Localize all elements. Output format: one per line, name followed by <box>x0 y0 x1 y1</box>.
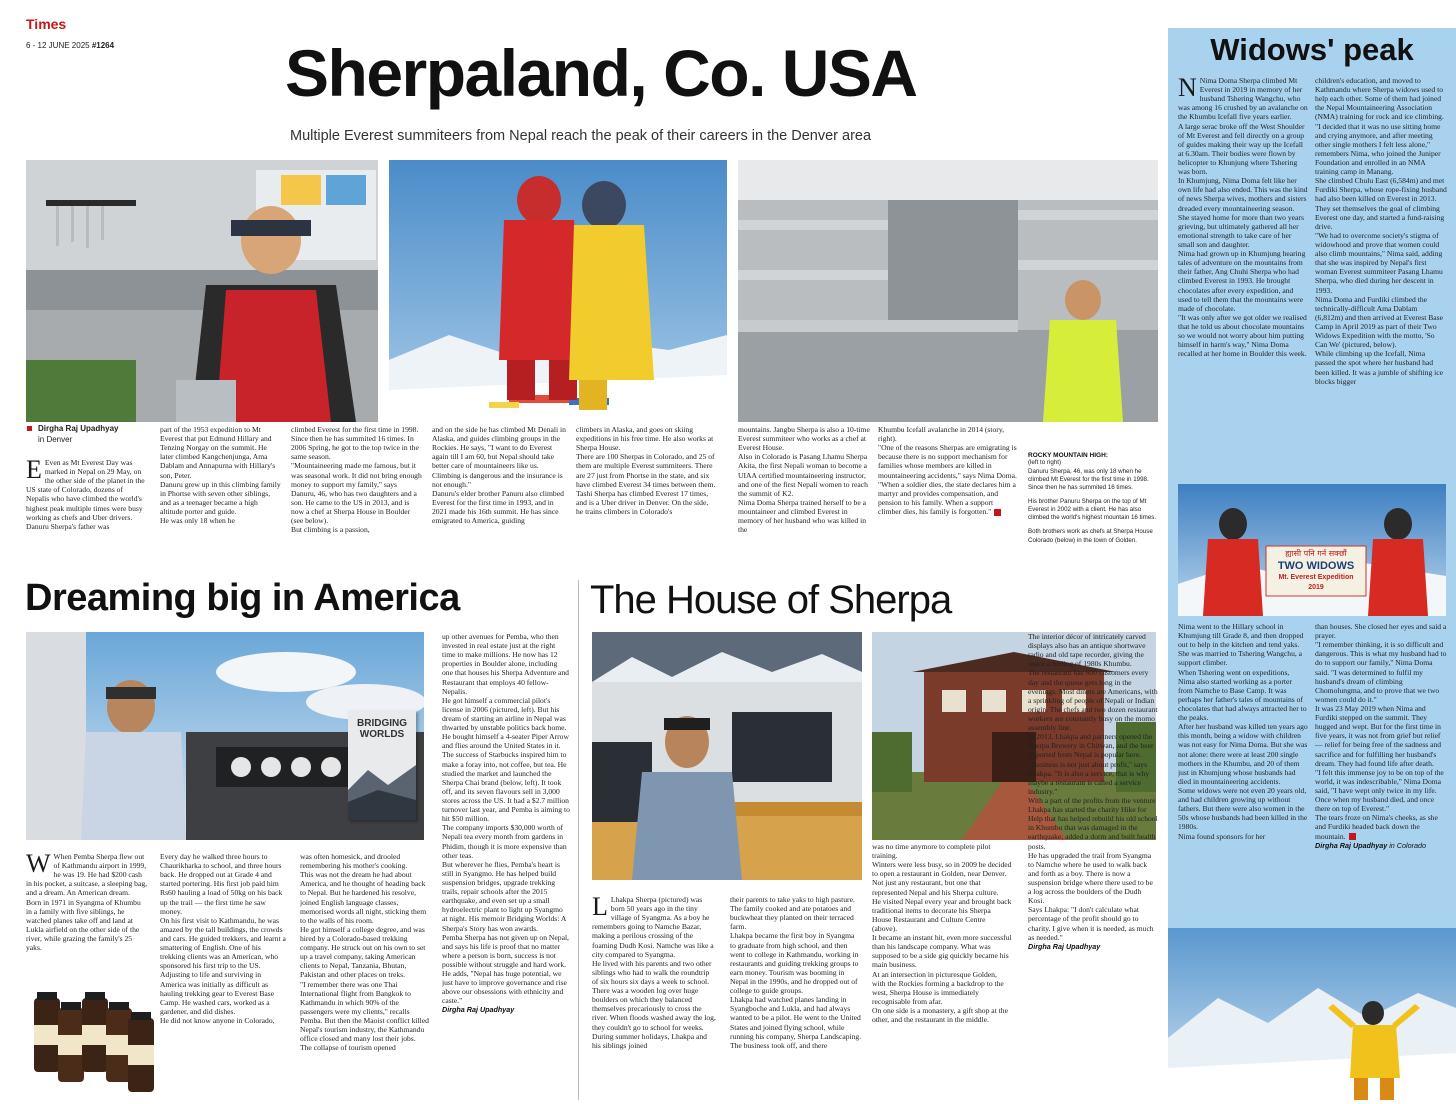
house-column-4 <box>1028 632 1158 1102</box>
issue-date-text: 6 - 12 JUNE 2025 <box>26 41 90 50</box>
photo-danuru-kitchen <box>26 160 378 422</box>
dreaming-column-1 <box>26 852 148 980</box>
end-mark <box>1349 833 1356 840</box>
house-signoff <box>1028 942 1158 952</box>
main-headline: Sherpaland, Co. USA <box>285 36 917 110</box>
main-column-3: climbed Everest for the first time in 1998. Since then he has summited 16 times. In 2006 Spring, he got to the top twice in the same season. "Mountaineering made me famous, but it was seasonal work. It did not bring enough money to support my family," says Danuru, 46, who has two daughters and a son. He came to the US in 2013, and is now a chef at Sherpa House in Boulder (see below). But climbing is a passion, <box>291 425 422 535</box>
times-logo: Times <box>26 16 67 32</box>
dreaming-signoff <box>442 1005 570 1015</box>
byline <box>27 423 137 445</box>
dropcap: N <box>1178 76 1197 102</box>
caption-line-2: Danuru Sherpa, 46, was only 18 when he climbed Mt Everest for the first time in 1998. Since then he has summited 16 times. <box>1028 468 1149 492</box>
dreaming-column-4 <box>442 632 570 1102</box>
caption-line-3: His brother Panuru Sherpa on the top of Mt Everest in 2002 with a client. He has also climbed the world's highest mountain 16 times. <box>1028 498 1157 522</box>
dreaming-signoff-text: Dirgha Raj Upadhyay <box>442 1005 515 1015</box>
main-column-5: climbers in Alaska, and goes on skiing expeditions in his free time. He also works at Sherpa House. There are 100 Sherpas in Colorado, and 25 of them are multiple Everest summiteers. There are 27 just from Phortse in the state, and six have climbed Everest 34 times between them. Tashi Sherpa has climbed Everest 17 times, and is a Uber driver in Denver. On the side, he trains climbers in Colorado's <box>576 425 716 516</box>
dropcap: W <box>26 852 51 878</box>
main-deck: Multiple Everest summiteers from Nepal reach the peak of their careers in the Denver area <box>290 128 872 144</box>
photo-nima-summit-snow <box>1168 928 1456 1104</box>
widows-column-1-text: Nima Doma Sherpa climbed Mt Everest in 2019 in memory of her husband Tshering Wangchu, who was among 16 crushed by an avalanche on the Khumbu Icefall five years earlier. A large serac broke off the West Shoulder of Mt Everest and fell directly on a group of guides making their way up the Icefall at 6.30am. Their bodies were flown by helicopter to Khunjung where Tshering was born. In Khumjung, Nima Doma felt like her own life had also ended. This was the kind of news Sherpa wives, mothers and sisters dreaded every mountaineering season. She stayed home for more than two years grieving, but ultimately gathered all her emotional strength to take care of her small son and daughter. Nima had grown up in Khumjung hearing tales of adventure on the mountains from their father, Ang Chuhi Sherpa who had climbed Everest in 1993. He brought chocolates after every expedition, and used to tell them that the mountains were made of chocolate. "It was only after we got older we realised that he told us about chocolate mountains so we would not worry about him putting himself in harm's way," Nima Doma recalled at her home in Boulder this week. <box>1178 76 1308 359</box>
main-column-7-text: Khumbu Icefall avalanche in 2014 (story, right). "One of the reasons Sherpas are emigrating is because there is no support mechanism for families whose members are killed in mountaineering accidents," says Nima Doma. "When a soldier dies, the state declares him a martyr and provides compensation, and pension to his family. When a support climber dies, his family is forgotten." <box>878 425 1017 516</box>
issue-date <box>26 41 114 50</box>
main-column-1-text: Even as Mt Everest Day was marked in Nepal on 29 May, on the other side of the planet in the US state of Colorado, dozens of Nepalis who have climbed the world's highest peak multiple times were busy working as chefs and Uber drivers. Danuru Sherpa's father was <box>26 458 145 531</box>
photo-caption <box>1028 452 1158 545</box>
widows-column-4-text: than houses. She closed her eyes and said a prayer. "I remember thinking, it is so difficult and dangerous. This is what my husband had to do to support our family," Nima Doma said. "I was determined to fulfil my husband's dream of climbing Chomolungma, and to prove that we two women could do it." It was 23 May 2019 when Nima and Furdiki stepped on the summit. They hugged and wept. But for the first time in five years, it was not from grief but relief — relief for being free of the sadness and sacrifice and for fulfilling her husband's dream. They had found life after death. "I felt this immense joy to be on top of the world, it was indescribable," Nima Doma said, "I have wept only twice in my life. Once when my husband died, and once there on top of Everest." The tears froze on Nima's cheeks, as she and Furdiki headed back down the mountain. <box>1315 622 1447 841</box>
widows-column-3: Nima went to the Hillary school in Khumjung till Grade 8, and then dropped out to help in the kitchen and tend yaks. She was married to Tshering Wangchu, a support climber. When Tshering went on expeditions, Nima also started working as a porter from Namche to Base Camp. It was perhaps her father's tales of mountains of chocolates that had always attracted her to the peaks. After her husband was killed ten years ago this month, being a widow with children was not easy for Nima Doma. But she was not alone: there were at least 200 single mothers in the Khumbu, and 20 of them just in Khumjung whose husbands had died in mountaineering accidents. Some widows were not even 20 years old, and had children growing up without fathers. But there were also women in the 50s whose husbands had been killed in the 1980s. Nima found sponsors for her <box>1178 622 1308 841</box>
caption-line-4: Both brothers work as chefs at Sherpa House Colorado (below) in the town of Golden. <box>1028 528 1153 544</box>
banner-line-3: Mt. Everest Expedition <box>1278 574 1354 581</box>
house-column-3: was no time anymore to complete pilot training. Winters were less busy, so in 2009 he decided to open a restaurant in Golden, near Denver. Not just any restaurant, but one that represented Nepal and his Sherpa culture. He visited Nepal every year and brought back traditional items to decorate his Sherpa House Restaurant and Culture Centre (above). It became an instant hit, even more successful than his landscape company. What was supposed to be a side gig quickly became his main business. At an intersection in picturesque Golden, with the Rockies forming a backdrop to the west, Sherpa House is immediately recognisable from afar. On one side is a monastery, a gift shop at the other, and the restaurant in the middle. <box>872 842 1012 1025</box>
photo-bridging-worlds-book <box>348 710 416 820</box>
issue-number: #1264 <box>91 41 115 50</box>
book-title: BRIDGING WORLDS <box>357 718 407 740</box>
banner-line-2: TWO WIDOWS <box>1277 560 1355 572</box>
photo-sherpa-chai-bottles <box>28 980 158 1096</box>
dreaming-column-1-text: When Pemba Sherpa flew out of Kathmandu airport in 1999, he was 19. He had $200 cash in his pocket, a suitcase, a sleeping bag, and a dream. An American dream. Born in 1971 in Syangma of Khumbu in a family with five siblings, he watched planes take off and land at Lukla airfield on the other side of the river, while grazing the family's 25 yaks. <box>26 852 148 953</box>
dreaming-column-4-text: up other avenues for Pemba, who then invested in real estate just at the right time to make millions. He now has 12 properties in Boulder alone, including one that houses his Sherpa Adventure and Restaurant that employs 40 fellow-Nepalis. He got himself a commercial pilot's license in 2006 (pictured, left). But his dream of starting an airline in Nepal was thwarted by unstable politics back home. He bought himself a 4-seater Piper Arrow and flies around the United States in it. The success of Starbucks inspired him to make a foray into, not coffee, but tea. He studied the market and launched the Sherpa Chai brand (below, left). It took off, and its seven flavours sell in 3,000 stores across the US. It had a $2.7 million turnover last year, and Pemba is aiming to hit $50 million. The company imports $30,000 worth of Nepali tea every month from gardens in Phidim, though it is more expensive than other teas. But wherever he flies, Pemba's heart is still in Syangmo. He has helped build suspension bridges, upgrade trekking trails, repair schools after the 2015 earthquake, and even set up a small hydroelectric plant to light up Syangmo at night. His memoir Bridging Worlds: A Sherpa's Story has won awards. Pemba Sherpa has not given up on Nepal, and says his life is proof that no matter where a person is born, success is not possible without struggle and hard work. He adds, "Nepal has huge potential, we just have to improve governance and rise above our obsessions with ethnicity and caste." <box>442 632 570 1006</box>
dropcap: E <box>26 458 42 484</box>
house-column-1-text: Lhakpa Sherpa (pictured) was born 50 years ago in the tiny village of Syangma. As a boy he remembers going to Namche Bazar, making a perilous crossing of the foaming Dudh Kosi. Namche was like a city compared to Syangma. He lived with his parents and two other siblings who had to walk the roundtrip of six hours six days a week to school. There was a wooden log over huge boulders on which they balanced themselves precariously to cross the river. When floods washed away the log, they couldn't go to school for weeks. During summer holidays, Lhakpa and his siblings joined <box>592 895 716 1050</box>
dropcap: L <box>592 895 608 921</box>
main-column-1 <box>26 458 148 558</box>
widows-headline: Widows' peak <box>1210 32 1414 67</box>
house-headline: The House of Sherpa <box>590 578 952 622</box>
widows-column-4 <box>1315 622 1447 922</box>
caption-line-1: (left to right) <box>1028 459 1062 466</box>
house-column-4-text: The interior décor of intricately carved displays also has an antique shortwave radio and old tape recorder, giving the space a feeling of 1980s Khumbu. The restaurant has 600 customers every day and the queue gets long in the evenings. Most diners are Americans, with a sprinkling of people of Nepali or Indian origin. The chefs and two dozen restaurant workers are constantly busy on the momo assembly line. In 2013, Lhakpa and partners opened the Sherpa Brewery in Chitwan, and the beer imported from Nepal is popular here. "Business is not just about profit," says Lhakpa. "It is also a service, that is why maybe a restaurant is called a service industry." With a part of the profits from the venture Lhakpa has started the charity Hike for Help that has helped rebuild his old school in Khumbu that was damaged in the earthquake, added a dorm and built health posts. He has upgraded the trail from Syangma to Namche where he used to walk back and forth as a boy. There is now a suspension bridge where there used to be a log across the boulders of the Dudh Kosi. Says Lhakpa: "I don't calculate what percentage of the profit should go to charity. I give when it is needed, as much as needed." <box>1028 632 1158 942</box>
byline-name: Dirgha Raj Upadhyay <box>38 424 119 433</box>
caption-title: ROCKY MOUNTAIN HIGH: <box>1028 452 1108 459</box>
house-signoff-text: Dirgha Raj Upadhyay <box>1028 941 1101 951</box>
banner-line-4: 2019 <box>1308 584 1324 591</box>
photo-panuru-summit <box>389 160 727 422</box>
widows-signoff <box>1315 841 1447 851</box>
banner-line-1: ह्यासी पनि गर्न सक्छौं <box>1285 549 1347 558</box>
main-column-4: and on the side he has climbed Mt Denali in Alaska, and guides climbing groups in the Rockies. He says, "I want to do Everest again till I am 60, but Nepal should take better care of mountaineers like us. Climbing is dangerous and the insurance is not enough." Danuru's elder brother Panuru also climbed Everest for the first time in 1993, and in 2021 made his 16th summit. He has since emigrated to America, guiding <box>432 425 566 526</box>
photo-lhakpa-office <box>592 632 862 880</box>
photo-sherpa-house-kitchen <box>738 160 1158 422</box>
widows-column-2: children's education, and moved to Kathmandu where Sherpa widows used to help each other. Some of them had joined the Nepal Mountaineering Association (NMA) training for rock and ice climbing. "I decided that it was no use sitting home and crying anymore, and after meeting other single mothers I felt less alone," remembers Nima, who joined the Juniper Foundation and enrolled in an NMA training camp in Manang. She climbed Chulu East (6,584m) and met Furdiki Sherpa, whose rope-fixing husband had also been killed on Everest in 2013. They set themselves the goal of climbing Everest one day, and started a fund-raising drive. "We had to overcome society's stigma of widowhood and prove that women could also climb mountains," Nima said, adding that she was inspired by Nepal's first woman Everest summiteer Pasang Lhamu Sherpa, who died during her descent in 1993. Nima Doma and Furdiki climbed the technically-difficult Ama Dablam (6,812m) and then arrived at Everest Base Camp in April 2019 as part of their Two Widows Expedition with the motto, 'So Can We' (pictured, below). While climbing up the Icefall, Nima passed the spot where her husband had been killed. It was a jumble of shifting ice blocks bigger <box>1315 76 1447 386</box>
dreaming-column-2: Every day he walked three hours to Chaurikharka to school, and three hours back. He dropped out at Grade 4 and started portering. His first job paid him Rs60 hauling a load of 50kg on his back up the trail — the first time he saw money. On his first visit to Kathmandu, he was amazed by the tall buildings, the crowds and cars. He guided trekkers, and learnt a smattering of English. One of his trekking clients was an American, who sponsored his first trip to the US. Adjusting to life and surviving in America was initially as difficult as hauling trekking gear to Everest Base Camp. He washed cars, worked as a gardener, and did dishes. He did not know anyone in Colorado, <box>160 852 286 1025</box>
photo-two-widows-summit <box>1178 484 1446 616</box>
house-column-2: their parents to take yaks to high pasture. The family cooked and ate potatoes and buckwheat they planted on their terraced farm. Lhakpa became the first boy in Syangma to graduate from high school, and then went to college in Kathmandu, working in restaurants and guiding trekking groups to earn money. Tourism was booming in Nepal in the 1990s, and he dropped out of college to guide groups. Lhakpa had watched planes landing in Syangboche and Lukla, and had always wanted to be a pilot. He went to the United States and joined flying school, while running his company, Sherpa Landscaping. The business took off, and there <box>730 895 862 1050</box>
main-column-7 <box>878 425 1018 555</box>
widows-signoff-name: Dirgha Raj Upadhyay <box>1315 840 1388 850</box>
byline-bullet <box>27 426 32 431</box>
dreaming-column-3: was often homesick, and drooled remembering his mother's cooking. This was not the dream he had about America, and he thought of heading back to Nepal. But he hardened his resolve, joined English language classes, memorised words all night, sticking them to the walls of his room. He got himself a college degree, and was hired by a Colorado-based trekking company. He struck out on his own to set up a travel company, taking American clients to Nepal, Tanzania, Bhutan, Pakistan and other places on treks. "I remember there was one Thai International flight from Bangkok to Kathmandu in which 90% of the passengers were my clients," recalls Pemba. But then the Maoist conflict killed Nepal's tourism industry, the Kathmandu office closed and many lost their jobs. The collapse of tourism opened <box>300 852 429 1053</box>
dreaming-headline: Dreaming big in America <box>25 577 460 619</box>
column-rule <box>578 580 579 1100</box>
end-mark <box>994 509 1001 516</box>
byline-place: in Denver <box>38 435 73 444</box>
main-column-6: mountains. Jangbu Sherpa is also a 10-time Everest summiteer who works as a chef at Everest House. Also in Colorado is Pasang Lhamu Sherpa Akita, the first Nepali woman to become a UIAA certified mountaineering instructor, and one of the first Nepali women to reach the summit of K2. Nima Doma Sherpa trained herself to be a mountaineer and climbed Everest in memory of her husband who was killed in the <box>738 425 870 535</box>
main-column-2: part of the 1953 expedition to Mt Everest that put Edmund Hillary and Tenzing Norgay on the summit. He later climbed Kangchenjunga, Ama Dablam and Annapurna with Hillary's son, Peter. Danuru grew up in this climbing family in Phortse with seven other siblings, and as a teenager became a high altitude porter and guide. He was only 18 when he <box>160 425 281 526</box>
house-column-1 <box>592 895 716 1100</box>
widows-column-1 <box>1178 76 1308 478</box>
widows-signoff-place: in Colorado <box>1389 840 1426 850</box>
